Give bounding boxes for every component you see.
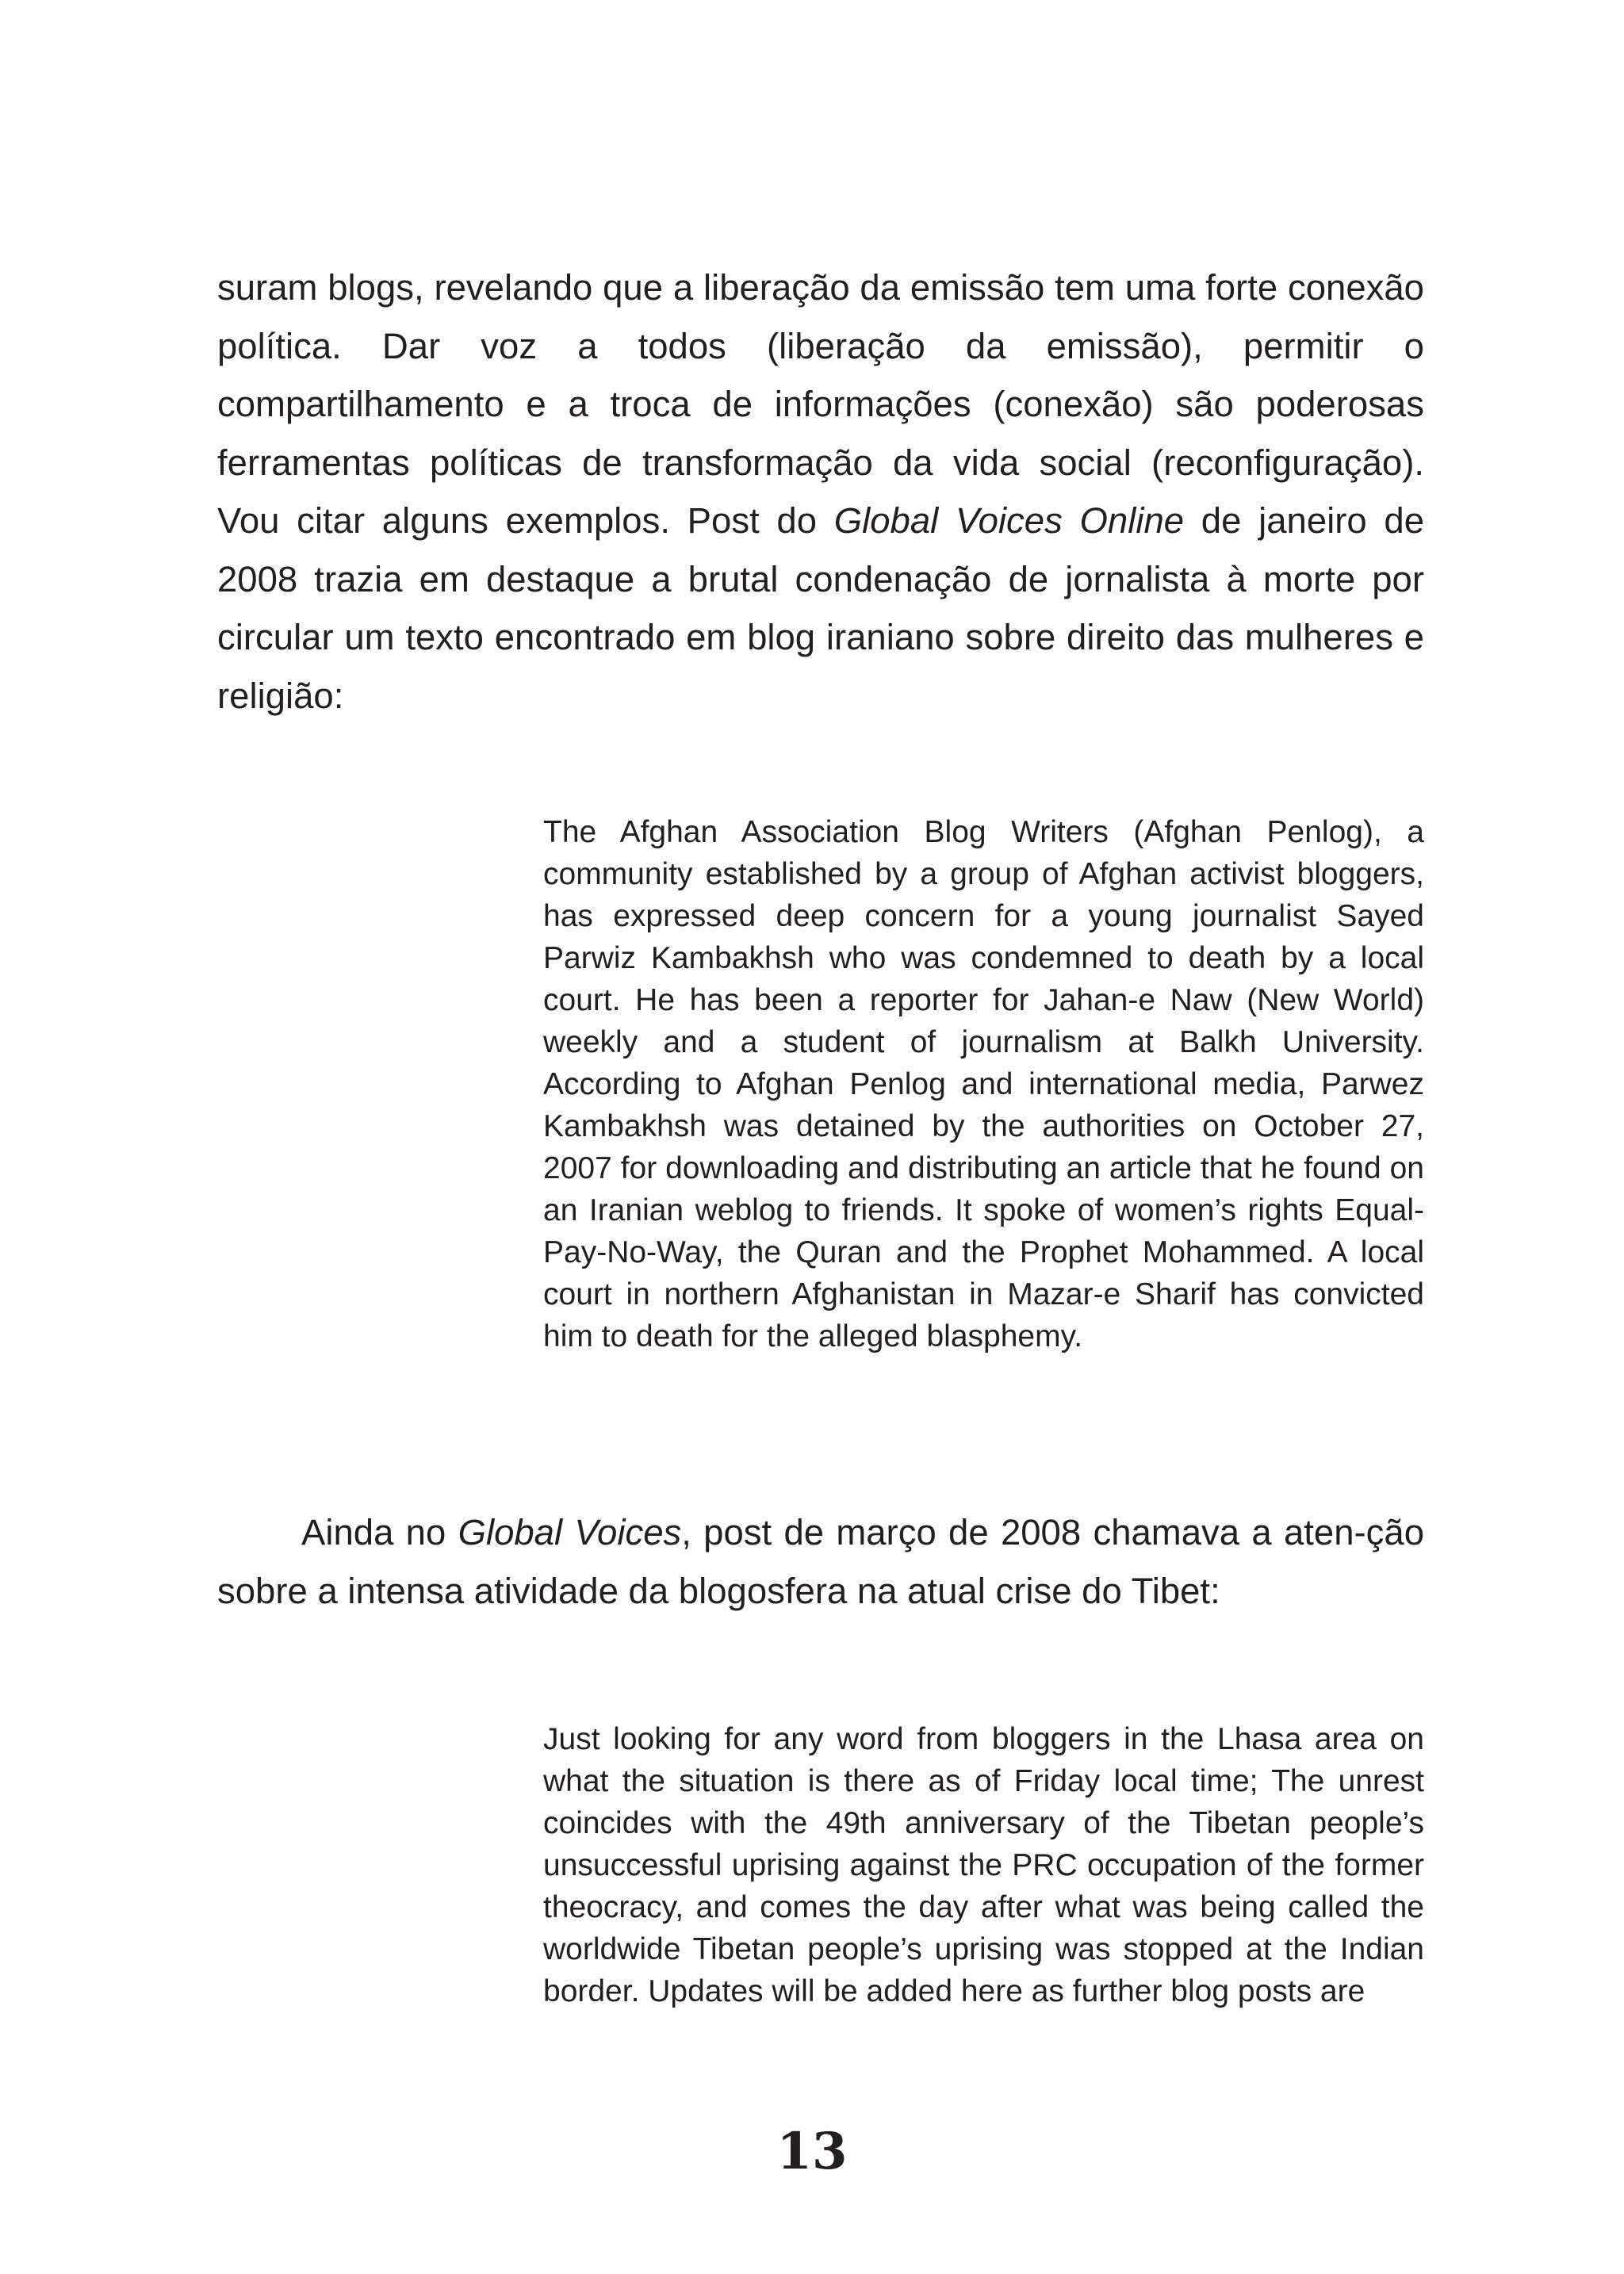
paragraph-1-text-a: suram blogs, revelando que a liberação da emissão tem uma forte conexão política. Dar voz a todos (liberação da emissão), permitir o compartilhamento e a troca de informações (conexão) são poderosas ferramentas políticas de transformação da vida social (reconfiguração). Vou citar alguns exemplos. Post do	[217, 267, 1424, 541]
block-quote-2: Just looking for any word from bloggers in the Lhasa area on what the situation is there as of Friday local time; The unrest coincides with the 49th anniversary of the Tibetan people’s unsuccessful uprising against the PRC occupation of the former theocracy, and comes the day after what was being called the worldwide Tibetan people’s uprising was stopped at the Indian border. Updates will be added here as further blog posts are	[543, 1722, 1424, 2008]
paragraph-2-italic-title: Global Voices	[458, 1512, 682, 1552]
paragraph-1-text-b: de janeiro de 2008 trazia em destaque a brutal condenação de jornalista à morte por circular um texto encontrado em blog iraniano sobre direito das mulheres e religião:	[217, 500, 1424, 716]
paragraph-2-text-b: , post de março de 2008 chamava a aten-ção sobre a intensa atividade da blogosfera na atual crise do Tibet:	[217, 1512, 1425, 1611]
paragraph-1-italic-title: Global Voices Online	[833, 500, 1185, 541]
page-number: 13	[776, 2122, 848, 2181]
block-quote-1: The Afghan Association Blog Writers (Afghan Penlog), a community established by a group of Afghan activist bloggers, has expressed deep concern for a young journalist Sayed Parwiz Kambakhsh who was condemned to death by a local court. He has been a reporter for Jahan-e Naw (New World) weekly and a student of journalism at Balkh University. According to Afghan Penlog and international media, Parwez Kambakhsh was detained by the authorities on October 27, 2007 for downloading and distributing an article that he found on an Iranian weblog to friends. It spoke of women’s rights Equal-Pay-No-Way, the Quran and the Prophet Mohammed. A local court in northern Afghanistan in Mazar-e Sharif has convicted him to death for the alleged blasphemy.	[543, 815, 1424, 1353]
paragraph-2-text-a: Ainda no	[301, 1512, 458, 1552]
body-paragraph-1	[217, 258, 1424, 725]
body-paragraph-2	[217, 1503, 1424, 1620]
